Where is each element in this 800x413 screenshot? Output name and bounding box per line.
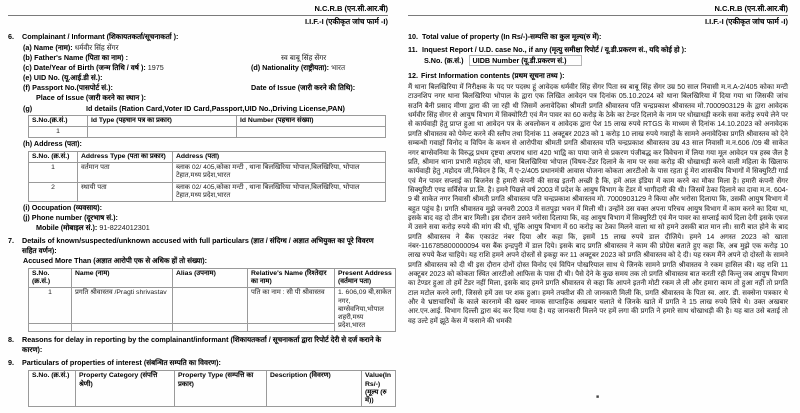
uid-label: (e) UID No. (यू.आई.डी सं.): (23, 72, 103, 82)
field-passport (23, 84, 388, 93)
id-row-type (88, 127, 237, 138)
acc-empty-cell (72, 324, 173, 332)
section-title: Complainant / Informant (शिकायतकर्ता/सूचनाकर्ता ): (22, 32, 179, 41)
section-number: 12. (408, 71, 418, 81)
name-value: धर्मवीर सिंह सेंगर (74, 42, 119, 52)
addr-col-address: Address (पता) (173, 152, 386, 163)
field-occupation (23, 204, 388, 213)
addr-row-sno: 2 (29, 182, 78, 201)
section-7-heading (8, 236, 388, 256)
section-number: 11. (408, 45, 418, 54)
acc-empty-cell (173, 324, 248, 332)
header-rule (8, 15, 388, 16)
nationality-group (251, 64, 345, 73)
prop-col-type: Property Type (सम्पत्ति का प्रकार) (175, 371, 267, 407)
addr-row-address: ब्लाक 02/ 405,कोका मन्टी , थाना बिलखिरिया भोपाल,बिलखिरिया, भोपाल टेहात,मध्य प्रदेश,भारत (173, 182, 386, 201)
section-11-heading (408, 45, 788, 55)
section-12-heading (408, 71, 788, 81)
passport-label: (f) Passport No.(पासपोर्ट सं.): (23, 82, 113, 92)
fathers-name-label: (b) Father's Name (पिता का नाम) : (23, 52, 129, 62)
accused-more-than (23, 257, 388, 266)
field-mobile (36, 224, 388, 233)
page-number-mark: ■ (596, 394, 600, 400)
prop-col-description: Description (विवरण) (267, 371, 362, 407)
section-title: Details of known/suspected/unknown accused with full particulars (ज्ञात / संदिग्ध / अज्ञात अभियुक्त का पूरे विवरण सहित वर्णन): (22, 235, 374, 255)
acc-col-relative: Relative's Name (रिश्तेदार का नाम) (248, 268, 335, 287)
mobile-label: Mobile (मोबाइल सं.): (36, 223, 98, 233)
addr-col-sno: S.No. (क्र.सं.) (29, 152, 78, 163)
id-details-title: Id details (Ration Card,Voter ID Card,Passport,UID No.,Driving License,PAN) (86, 104, 345, 114)
section-title: Total value of property (In Rs/-)-सम्पत्ति का कुल मूल्य(रु में): (422, 32, 602, 41)
section-number: 7. (8, 235, 14, 245)
occupation-label: (i) Occupation (व्यवसाय): (23, 203, 103, 213)
address-table (28, 151, 386, 202)
field-address-heading (23, 140, 388, 149)
nationality-value: भारत (331, 62, 346, 72)
accused-table (28, 268, 396, 332)
section-number: 9. (8, 358, 14, 368)
fathers-name-value: स्व बाबू सिंह सेंगर (281, 52, 327, 62)
acc-row-address: 1. 606,09 बी,साकेत नगर, बाग्सेवनिया,भोपाल शहरी,मध्य प्रदेश,भारत (335, 288, 396, 332)
field-phone (23, 214, 388, 223)
mobile-value: 91-8224012301 (99, 223, 150, 233)
acc-col-address: Present Address (वर्तमान पता) (335, 268, 396, 287)
section-number: 10. (408, 32, 418, 41)
field-place-of-issue (36, 94, 388, 103)
accused-more-than-label: Accused More Than (अज्ञात आरोपी एक से अधिक हों तो संख्या): (23, 256, 207, 266)
table-header-row (29, 268, 396, 287)
section-title: Reasons for delay in reporting by the complainant/informant (शिकायतकर्ता / सूचनाकर्ता द्वारा रिपोर्ट देरी से दर्ज कराने के कारण): (22, 335, 382, 355)
property-table (28, 370, 396, 407)
acc-empty-cell (29, 324, 72, 332)
dob-label: (c) Date/Year of Birth (जन्म तिथि / वर्ष ): (23, 62, 146, 72)
acc-col-alias: Alias (उपनाम) (173, 268, 248, 287)
id-col-sno: S.No.(क्र.सं.) (29, 116, 88, 127)
acc-col-sno: S.No. (क्र.सं.) (29, 268, 72, 287)
id-col-number: Id Number (पहचान संख्या) (237, 116, 386, 127)
field-dob-nationality (23, 64, 388, 73)
iif-form-header: I.I.F.-I (एकीकृत जांच फार्म -I) (304, 17, 388, 26)
prop-col-category: Property Category (संपत्ति श्रेणी) (76, 371, 175, 407)
section-6-heading (8, 32, 388, 42)
section-title: First Information contents (प्रथम सूचना तथ्य ): (421, 71, 565, 81)
dob-value: 1975 (147, 62, 164, 72)
table-row (29, 182, 386, 201)
id-row-sno: 1 (29, 127, 88, 138)
table-header-row (29, 371, 396, 407)
place-of-issue-label: Place of Issue (जारी करने का स्थान ): (36, 92, 147, 102)
section-number: 6. (8, 32, 14, 41)
acc-empty-cell (248, 324, 335, 332)
acc-row-sno: 1 (29, 288, 72, 324)
acc-col-name: Name (नाम) (72, 268, 173, 287)
addr-row-type: स्थायी पता (78, 182, 173, 201)
field-id-details (23, 104, 388, 113)
table-row (29, 288, 396, 324)
addr-row-sno: 1 (29, 163, 78, 182)
prop-col-sno: S.No. (क्र.सं.) (29, 371, 76, 407)
page-right (400, 0, 800, 413)
field-fathers-name (23, 54, 388, 63)
uidb-row (424, 57, 788, 66)
date-of-issue-label: Date of Issue (जारी करने की तिथि): (251, 82, 356, 92)
phone-label: (j) Phone number (दूरभाष सं.): (23, 213, 118, 223)
table-row (29, 163, 386, 182)
section-10-heading (408, 32, 788, 42)
table-header-row (29, 152, 386, 163)
addr-col-type: Address Type (पता का प्रकार) (78, 152, 173, 163)
uidb-sno-label: S.No. (क्र.सं.) (424, 55, 464, 65)
section-title: Particulars of properties of interest (संबन्धित सम्पति का विवरण): (22, 358, 221, 368)
field-name (23, 44, 388, 53)
table-header-row (29, 116, 386, 127)
header-rule (408, 15, 788, 16)
name-label: (a) Name (नाम): (23, 42, 73, 52)
id-col-type: Id Type (पहचान पत्र का प्रकार) (88, 116, 237, 127)
first-information-contents: मैं थाना बिलखिरिया में निरीक्षक के पद पर पदस्थ हूं आवेदक धर्मवीर सिंह सेंगर पिता स्व बाबू सिंह सेंगर उम्र 50 साल निवासी म.न.A-2/405 कोका मन्टी टाउनशिप नगर थाना बिलखिरिया भोपाल के द्वारा एक लिखित आवेदन पत्र दिनांक 05.10.2024 को थाना बिलखिरिया में दिया गया था जिसकी जांच सउनि बैनी प्रसाद मीणा द्वारा की जा रही थी जिसमें अनावेदिका श्रीमती प्रगति श्रीवास्तव पति चन्द्रप्रकाश श्रीवास्तव मो.7000903129 के द्वारा आवेदक धर्मवीर सिंह सेंगर से आयुष विभाग में सिक्योरिटी एवं मैन पावर का 60 करोड़ के ठेके का टेन्डर दिलाने के नाम पर धोखाधड़ी करके सवा करोड़ रुपये लेने पर से कार्यवाही हेतु प्राप्त हुआ था आवेदन पत्र के अवलोकन व आवेदक द्वारा पेश 15 लाख रुपये RTGS के माध्यम से दिनांक 14.10.2023 को अनावेदक प्रगति श्रीवास्तव को पेमेन्ट करने की स्लीप तथा दिनांक 11 अक्टूबर 2023 को 1 करोड़ 10 लाख रुपये गवाहों के सामने अनावेदिका प्रगति श्रीवास्तव को देने सम्बन्धी गवाहों विनोद व विपिन के कथन से आरोपीया श्रीमती प्रगति श्रीवास्तव पति चन्द्रप्रकाश श्रीवास्तव उम्र 43 साल निवासी म.न.606 /09 बी साकेत नगर बाग्सेवनिया के विरुद्ध प्रथम दृष्टया अपराध धारा 420 भाद्वि का पाया जाने से प्रकरण पंजीबद्ध कर विवेचना में लिया गया मूल आवेदन पत्र हस्ब जैल है प्रति, श्रीमान थाना प्रभारी महोदय जी, थाना बिलखिरिया भोपाल (विषय-टेंडर दिलाने के नाम पर सवा करोड़ की धोखाधड़ी करने वाली महिला के खिलाफ कार्यवाही हेतु ,महोदय जी,निवेदन है कि, मैं ए-2/405 प्रधानमंत्री आवास योजना कोकता आरटीओ के पास रहता हूं मेरा शासकीय विभागों में सिक्युरिटी गार्ड एवं मैन पावर सप्लाई का बिजनेस है हमारी कंपनी की साख इतनी अच्छी है कि, हमें आल इंडिया में काम करने का मौका मिला है। हमारी कंपनी सेंगर सिक्युरिटी एण्ड सर्विसेज प्रा.लि. है। हमने पिछले वर्ष 2003 में प्रदेश के आयुष विभाग के टेंडर में भागीदारी की थी। जिसमें ठेका दिलाने का दावा म.न. 604-9 बी साकेत नगर निवासी श्रीमती प्रगति श्रीवास्तव पति चन्द्रप्रकाश श्रीवास्तव मो. 7000903129 ने किया और भरोसा दिलाया कि, उसकी आयुष विभाग में बहुत पहुंच है। प्रगति श्रीवास्तव मुझे जनवरी 2003 में सतपुड़ा भवन में मिली थी। उन्होंने उस वक्त अपना परिचय आयुष विभाग में काम करने का दिया था, इसके बाद वह दो तीन बार मिली। इस दौरान उसने भरोसा दिलाया कि, वह आयुष विभाग में सिक्युरिटी एवं मैन पावर का सप्लाई कार्य दिला देगी इसके एवज में उसने सवा करोड़ रुपये की मांग की थी, चूंकि आयुष विभाग में 60 करोड़ का ठेका मिलने वाला था सो हमने उसकी बात मान ली। सारी बात होने के बाद प्रगति श्रीवास्तव ने बैंक एकाउंट नंबर दिया और कहा कि, इसमें 15 लाख रुपये डाल दीजिये। हमने 14 अगस्त 2023 को खाता नंबर-116785800000094 यस बैंक इन्द्रपुरी में डाल दिये। इसके बाद प्रगति श्रीवास्तव ने काम की प्रोग्रेस बताते हुए कहा कि, अब मुझे एक करोड़ 10 लाख रुपये कैश चाहिये। यह राशि हमने अपने दोस्तों से इकट्ठा कर 11 अक्टूबर 2023 को प्रगति श्रीवास्तव को दे दी। यह रकम मैंने अपने दो दोस्तों के सामने प्रगति श्रीवास्तव को दी थी इस दौरान दोनों दोस्त विनोद एवं विपिन पोखरियाल साथ थे जिनके सामने प्रगति श्रीवास्तव ने रकम हासिल की। यह राशि 11 अक्टूबर 2023 को कोकता स्थित आरटीओ आफिस के पास दी थी। पैसे देने के कुछ समय तक तो प्रगति श्रीवास्तव बात करती रही किन्तु जब आयुष विभाग का टेण्डर हुआ तो हमें टेंडर नहीं मिला, इसके बाद हमने प्रगति श्रीवास्तव से कहा कि आपने इतनी मोटी रकम ले ली और हमारा काम तो हुआ नहीं तो प्रगति टाल मटोल करने लगी, जिससे हमें उस पर शक हुआ। हमने तफ्तीश की तो जानकारी मिली कि, प्रगति श्रीवास्तव के पिता स्व. आर. डी. सक्सेना पत्रकार थे और वे भ्रष्टाचारियों के काले कारनामे की खबर नामक साप्ताहिक अखबार चलाते थे जिनके खाते में प्रगति ने 15 लाख रुपये लिये थे। उक्त अखबार आर.एन.आई. विभाग दिल्ली द्वारा बंद कर दिया गया है। यह जानकारी मिलने पर हमें लगा की प्रगति ने हमारे साथ धोखाधड़ी की है। यह बात उसे बताई तो वह उल्टे हमें झूठे केस में फसाने की धमकी (408, 84, 788, 325)
nationality-label: (d) Nationality (राष्ट्रीयता): (251, 62, 330, 72)
section-title: Inquest Report / U.D. case No., if any (मृत्यु समीक्षा रिपोर्ट / यू.डी.प्रकरण सं., यदि कोई हो ): (422, 45, 687, 54)
g-letter: (g) (23, 104, 33, 114)
acc-row-relative: पति का नाम : सी पी श्रीवास्तव (248, 288, 335, 324)
addr-row-address: ब्लाक 02/ 405,कोका मन्टी , थाना बिलखिरिया भोपाल,बिलखिरिया, भोपाल टेहात,मध्य प्रदेश,भारत (173, 163, 386, 182)
addr-row-type: वर्तमान पता (78, 163, 173, 182)
section-9-heading (8, 358, 388, 368)
acc-row-alias (173, 288, 248, 324)
ncrb-header: N.C.R.B (एन.सी.आर.बी) (314, 4, 388, 13)
table-row (29, 127, 386, 138)
address-label: (h) Address (पता): (23, 139, 82, 149)
acc-row-name: प्रगति श्रीवास्तव /Pragti shrivastav (72, 288, 173, 324)
id-row-number (237, 127, 386, 138)
section-number: 8. (8, 335, 14, 345)
field-uid (23, 74, 388, 83)
section-8-heading (8, 335, 388, 355)
iif-form-header: I.I.F.-I (एकीकृत जांच फार्म -I) (704, 17, 788, 26)
prop-col-value: Value(In Rs/-) (मूल्य (रु में)) (362, 371, 396, 407)
uidb-number-label: UIDB Number (यू.डी.प्रकरण सं.) (469, 55, 582, 66)
id-details-table (28, 115, 386, 138)
ncrb-header: N.C.R.B (एन.सी.आर.बी) (714, 4, 788, 13)
